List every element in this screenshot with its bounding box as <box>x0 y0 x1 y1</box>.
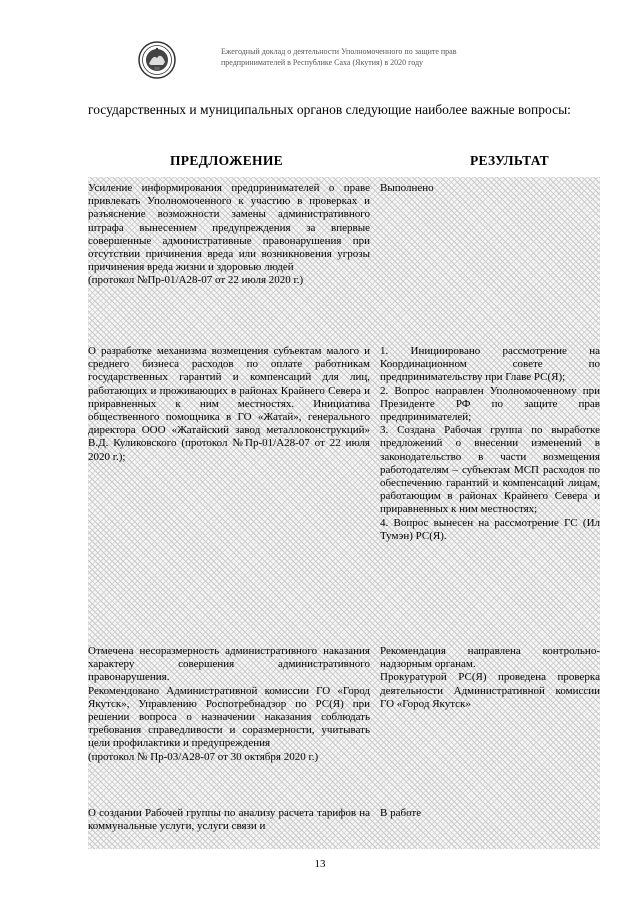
result-item-1: 1. Инициировано рассмотрение на Координационном совете по предпринимательству при Главе РС(Я); <box>380 345 600 384</box>
proposal-cell <box>88 645 370 764</box>
result-text: В работе <box>380 807 422 819</box>
header-line-1: Ежегодный доклад о деятельности Уполномоченного по защите прав <box>221 47 457 56</box>
proposal-cell <box>88 182 370 288</box>
result-cell <box>380 345 600 543</box>
protocol-reference: (протокол №Пр-01/А28-07 от 22 июля 2020 г.) <box>88 274 304 287</box>
result-cell <box>380 182 600 195</box>
proposal-text: О разработке механизма возмещения субъектам малого и среднего бизнеса расходов по оплате работникам государственных гарантий и компенсаций для лиц, работающих и проживающих в районах Крайнего Севера и приравненных к ним местностях. Инициатива общественного помощника в ГО «Жатай», генерального директора ООО «Жатайский завод металлоконструкций» В.Д. Куликовского (протокол №Пр-01/А28-07 от 22 июля 2020 г.); <box>88 345 370 463</box>
column-header-result: РЕЗУЛЬТАТ <box>470 153 549 168</box>
result-text: Прокуратурой РС(Я) проведена проверка деятельности Административной комиссии ГО «Город Якутск» <box>380 671 600 710</box>
page-number: 13 <box>314 858 326 870</box>
column-header-proposal: ПРЕДЛОЖЕНИЕ <box>170 153 283 168</box>
result-text: Выполнено <box>380 182 434 194</box>
proposal-recommendation: Рекомендовано Административной комиссии ГО «Город Якутск», Управлению Роспотребнадзор по РС(Я) при решении вопроса о назначении наказания соблюдать требования справедливости и соразмерности, учитывать цели профилактики и предупреждения <box>88 684 370 750</box>
intro-paragraph: государственных и муниципальных органов следующие наиболее важные вопросы: <box>88 102 571 117</box>
proposal-cell <box>88 345 370 464</box>
proposal-cell <box>88 807 370 833</box>
report-header-text <box>221 46 551 68</box>
proposal-text: Усиление информирования предпринимателей о праве привлекать Уполномоченного к участию в проверках и разъяснение возможности замены административного штрафа вынесением предупреждения за впервые совершенные административные правонарушения при отсутствии причинения вреда или возникновения угрозы причинения вреда жизни и здоровью людей <box>88 182 370 274</box>
page-header <box>137 40 557 80</box>
result-item-2: 2. Вопрос направлен Уполномоченному при Президенте РФ по защите прав предпринимателей; <box>380 384 600 424</box>
result-cell <box>380 645 600 711</box>
proposal-text: О создании Рабочей группы по анализу расчета тарифов на коммунальные услуги, услуги связи и <box>88 807 370 833</box>
result-cell <box>380 807 600 820</box>
header-line-2: предпринимателей в Республике Саха (Якутия) в 2020 году <box>221 58 424 67</box>
result-item-3: 3. Создана Рабочая группа по выработке предложений о внесении изменений в законодательство в части возмещения работодателям – субъектам МСП расходов по обеспечению гарантий и компенсаций лицам, работающим в районах Крайнего Севера и приравненных к ним местностях; <box>380 424 600 516</box>
republic-emblem-icon <box>137 40 177 80</box>
result-text: Рекомендация направлена контрольно-надзорным органам. <box>380 645 600 671</box>
proposal-text: Отмечена несоразмерность административного наказания характеру совершения административного правонарушения. <box>88 645 370 684</box>
protocol-reference: (протокол № Пр-03/А28-07 от 30 октября 2020 г.) <box>88 750 319 763</box>
result-item-4: 4. Вопрос вынесен на рассмотрение ГС (Ил Тумэн) РС(Я). <box>380 516 600 542</box>
